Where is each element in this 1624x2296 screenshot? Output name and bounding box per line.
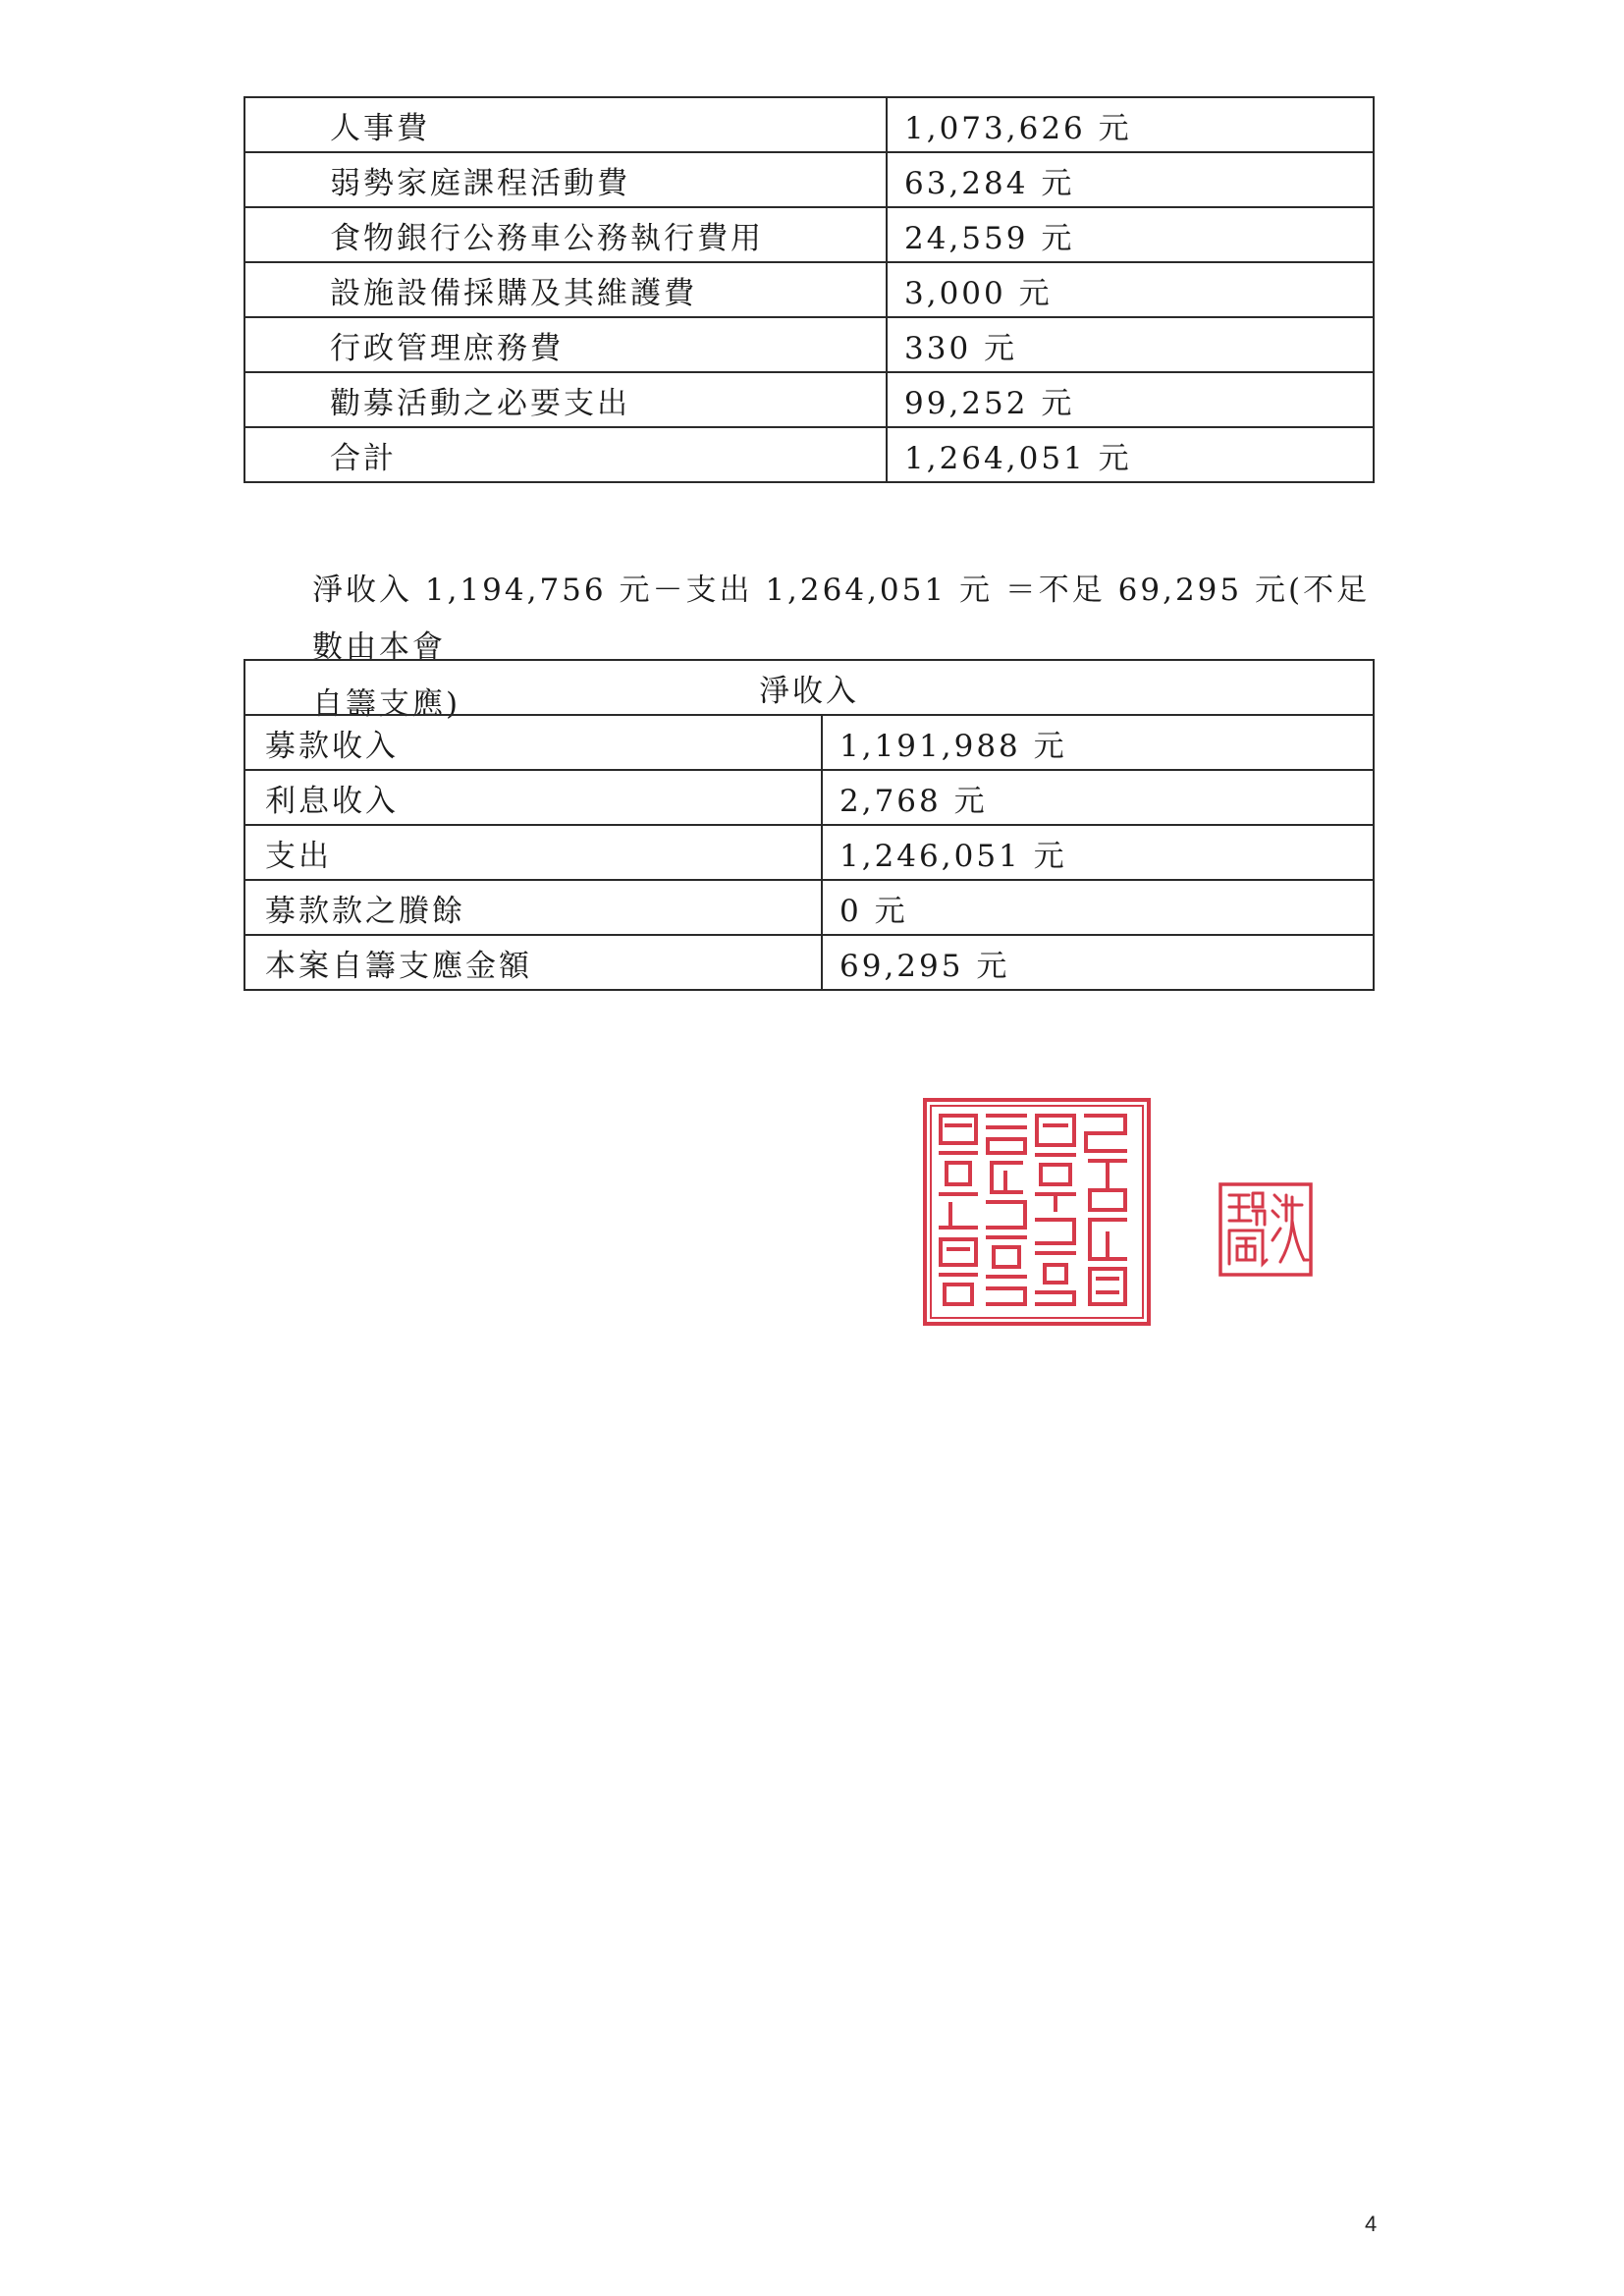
net-label: 募款款之賸餘 [244, 880, 822, 935]
expense-label: 設施設備採購及其維護費 [244, 262, 887, 317]
table-row [244, 207, 1374, 262]
net-value: 69,295 元 [822, 935, 1374, 990]
expense-value: 99,252 元 [887, 372, 1374, 427]
summary-line-1: 淨收入 1,194,756 元－支出 1,264,051 元 ＝不足 69,295 元(不足數由本會 [312, 573, 1371, 665]
table-row [244, 715, 1374, 770]
expense-label: 人事費 [244, 97, 887, 152]
expense-value: 3,000 元 [887, 262, 1374, 317]
table-row [244, 825, 1374, 880]
expense-label: 行政管理庶務費 [244, 317, 887, 372]
net-label: 募款收入 [244, 715, 822, 770]
net-income-header: 淨收入 [244, 660, 1374, 715]
table-row [244, 152, 1374, 207]
expense-label: 弱勢家庭課程活動費 [244, 152, 887, 207]
table-row [244, 935, 1374, 990]
net-value: 0 元 [822, 880, 1374, 935]
table-row [244, 262, 1374, 317]
table-row [244, 372, 1374, 427]
expense-label: 勸募活動之必要支出 [244, 372, 887, 427]
net-label: 利息收入 [244, 770, 822, 825]
summary-line-2: 自籌支應) [312, 686, 461, 722]
net-value: 1,246,051 元 [822, 825, 1374, 880]
personal-seal [1218, 1181, 1314, 1278]
net-label: 支出 [244, 825, 822, 880]
expense-value: 330 元 [887, 317, 1374, 372]
page-number: 4 [1365, 2212, 1378, 2236]
expense-table [244, 96, 1375, 483]
table-row [244, 770, 1374, 825]
table-row [244, 97, 1374, 152]
table-row-total [244, 427, 1374, 482]
expense-total-label: 合計 [244, 427, 887, 482]
expense-label: 食物銀行公務車公務執行費用 [244, 207, 887, 262]
expense-total-value: 1,264,051 元 [887, 427, 1374, 482]
expense-value: 1,073,626 元 [887, 97, 1374, 152]
table-header-row [244, 660, 1374, 715]
net-label: 本案自籌支應金額 [244, 935, 822, 990]
net-income-table [244, 659, 1375, 991]
net-value: 1,191,988 元 [822, 715, 1374, 770]
table-row [244, 880, 1374, 935]
expense-value: 63,284 元 [887, 152, 1374, 207]
expense-value: 24,559 元 [887, 207, 1374, 262]
organization-seal [921, 1096, 1153, 1328]
net-value: 2,768 元 [822, 770, 1374, 825]
table-row [244, 317, 1374, 372]
